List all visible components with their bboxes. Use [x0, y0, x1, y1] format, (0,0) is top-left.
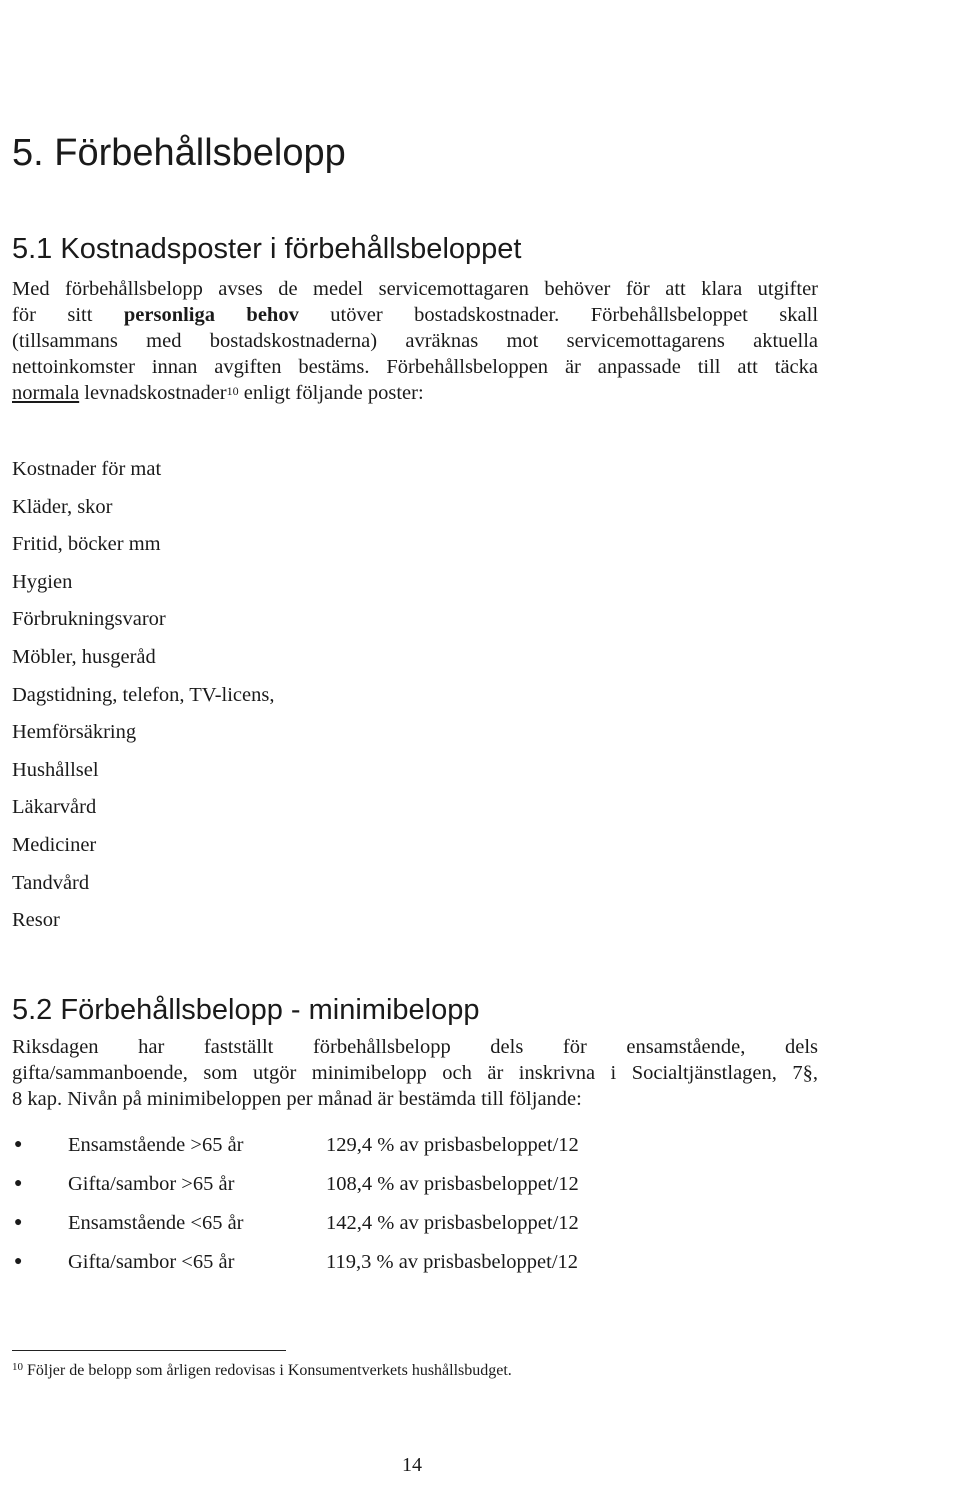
cost-item: Förbrukningsvaror — [12, 608, 166, 631]
cost-item: Hygien — [12, 570, 73, 593]
section-heading-5-2: 5.2 Förbehållsbelopp - minimibelopp — [12, 994, 480, 1026]
paragraph-line: nettoinkomster innan avgiften bestäms. Förbehållsbeloppen är anpassade till att täcka — [12, 356, 818, 378]
cost-item: Möbler, husgeråd — [12, 645, 156, 668]
cost-item: Kostnader för mat — [12, 458, 162, 480]
paragraph-text: för sitt — [12, 304, 93, 326]
bullet-icon: ● — [14, 1253, 23, 1269]
cost-item: Resor — [12, 909, 60, 932]
footnote-number: 10 — [12, 1361, 23, 1373]
cost-item: Hushållsel — [12, 758, 99, 781]
section-5-1-paragraph — [12, 276, 818, 406]
section-5-2-paragraph — [12, 1034, 818, 1112]
minimum-amount: 108,4 % av prisbasbeloppet/12 — [326, 1172, 579, 1195]
minimum-category: Gifta/sambor >65 år — [68, 1172, 235, 1195]
cost-item: Läkarvård — [12, 796, 97, 819]
minimum-category: Ensamstående <65 år — [68, 1211, 244, 1234]
footnote-reference: 10 — [226, 384, 239, 398]
minimum-item — [12, 1203, 579, 1242]
section-heading-5-1: 5.1 Kostnadsposter i förbehållsbeloppet — [12, 233, 522, 265]
minimum-item — [12, 1242, 579, 1281]
cost-item: Kläder, skor — [12, 495, 113, 518]
minimum-amount: 119,3 % av prisbasbeloppet/12 — [326, 1250, 579, 1273]
cost-items-list — [12, 455, 274, 944]
page-title: 5. Förbehållsbelopp — [12, 132, 346, 174]
bullet-icon: ● — [14, 1175, 23, 1191]
emphasis-text: personliga behov — [123, 304, 299, 326]
minimum-category: Gifta/sambor <65 år — [68, 1250, 235, 1273]
paragraph-line: (tillsammans med bostadskostnaderna) avräknas mot servicemottagarens aktuella — [12, 330, 818, 352]
cost-item: Tandvård — [12, 871, 90, 894]
footnote-text: Följer de belopp som årligen redovisas i Konsumentverkets hushållsbudget. — [27, 1362, 512, 1379]
cost-item: Hemförsäkring — [12, 721, 137, 744]
underlined-text: normala — [12, 382, 80, 404]
paragraph-line — [12, 302, 818, 328]
footnote-divider — [12, 1350, 286, 1351]
paragraph-line: Med förbehållsbelopp avses de medel servicemottagaren behöver för att klara utgifter — [12, 278, 818, 300]
minimum-amount: 142,4 % av prisbasbeloppet/12 — [326, 1211, 579, 1234]
minimum-category: Ensamstående >65 år — [68, 1133, 244, 1156]
minimum-item — [12, 1125, 579, 1164]
footnote — [12, 1362, 512, 1380]
paragraph-text: enligt följande poster: — [243, 382, 424, 404]
minimum-amounts-list — [12, 1125, 579, 1281]
paragraph-line: Riksdagen har fastställt förbehållsbelopp dels för ensamstående, dels — [12, 1036, 818, 1058]
paragraph-line: 8 kap. Nivån på minimibeloppen per månad är bestämda till följande: — [12, 1088, 582, 1110]
minimum-item — [12, 1164, 579, 1203]
paragraph-line — [12, 380, 818, 406]
bullet-icon: ● — [14, 1214, 23, 1230]
page-number: 14 — [402, 1454, 422, 1476]
cost-item: Mediciner — [12, 833, 97, 856]
cost-item: Fritid, böcker mm — [12, 533, 161, 556]
bullet-icon: ● — [14, 1136, 23, 1152]
paragraph-line: gifta/sammanboende, som utgör minimibelopp och är inskrivna i Socialtjänstlagen, 7§, — [12, 1062, 818, 1084]
paragraph-text: utöver bostadskostnader. Förbehållsbeloppet skall — [330, 304, 819, 326]
cost-item: Dagstidning, telefon, TV-licens, — [12, 683, 275, 706]
paragraph-text: levnadskostnader — [84, 382, 227, 404]
minimum-amount: 129,4 % av prisbasbeloppet/12 — [326, 1133, 579, 1156]
